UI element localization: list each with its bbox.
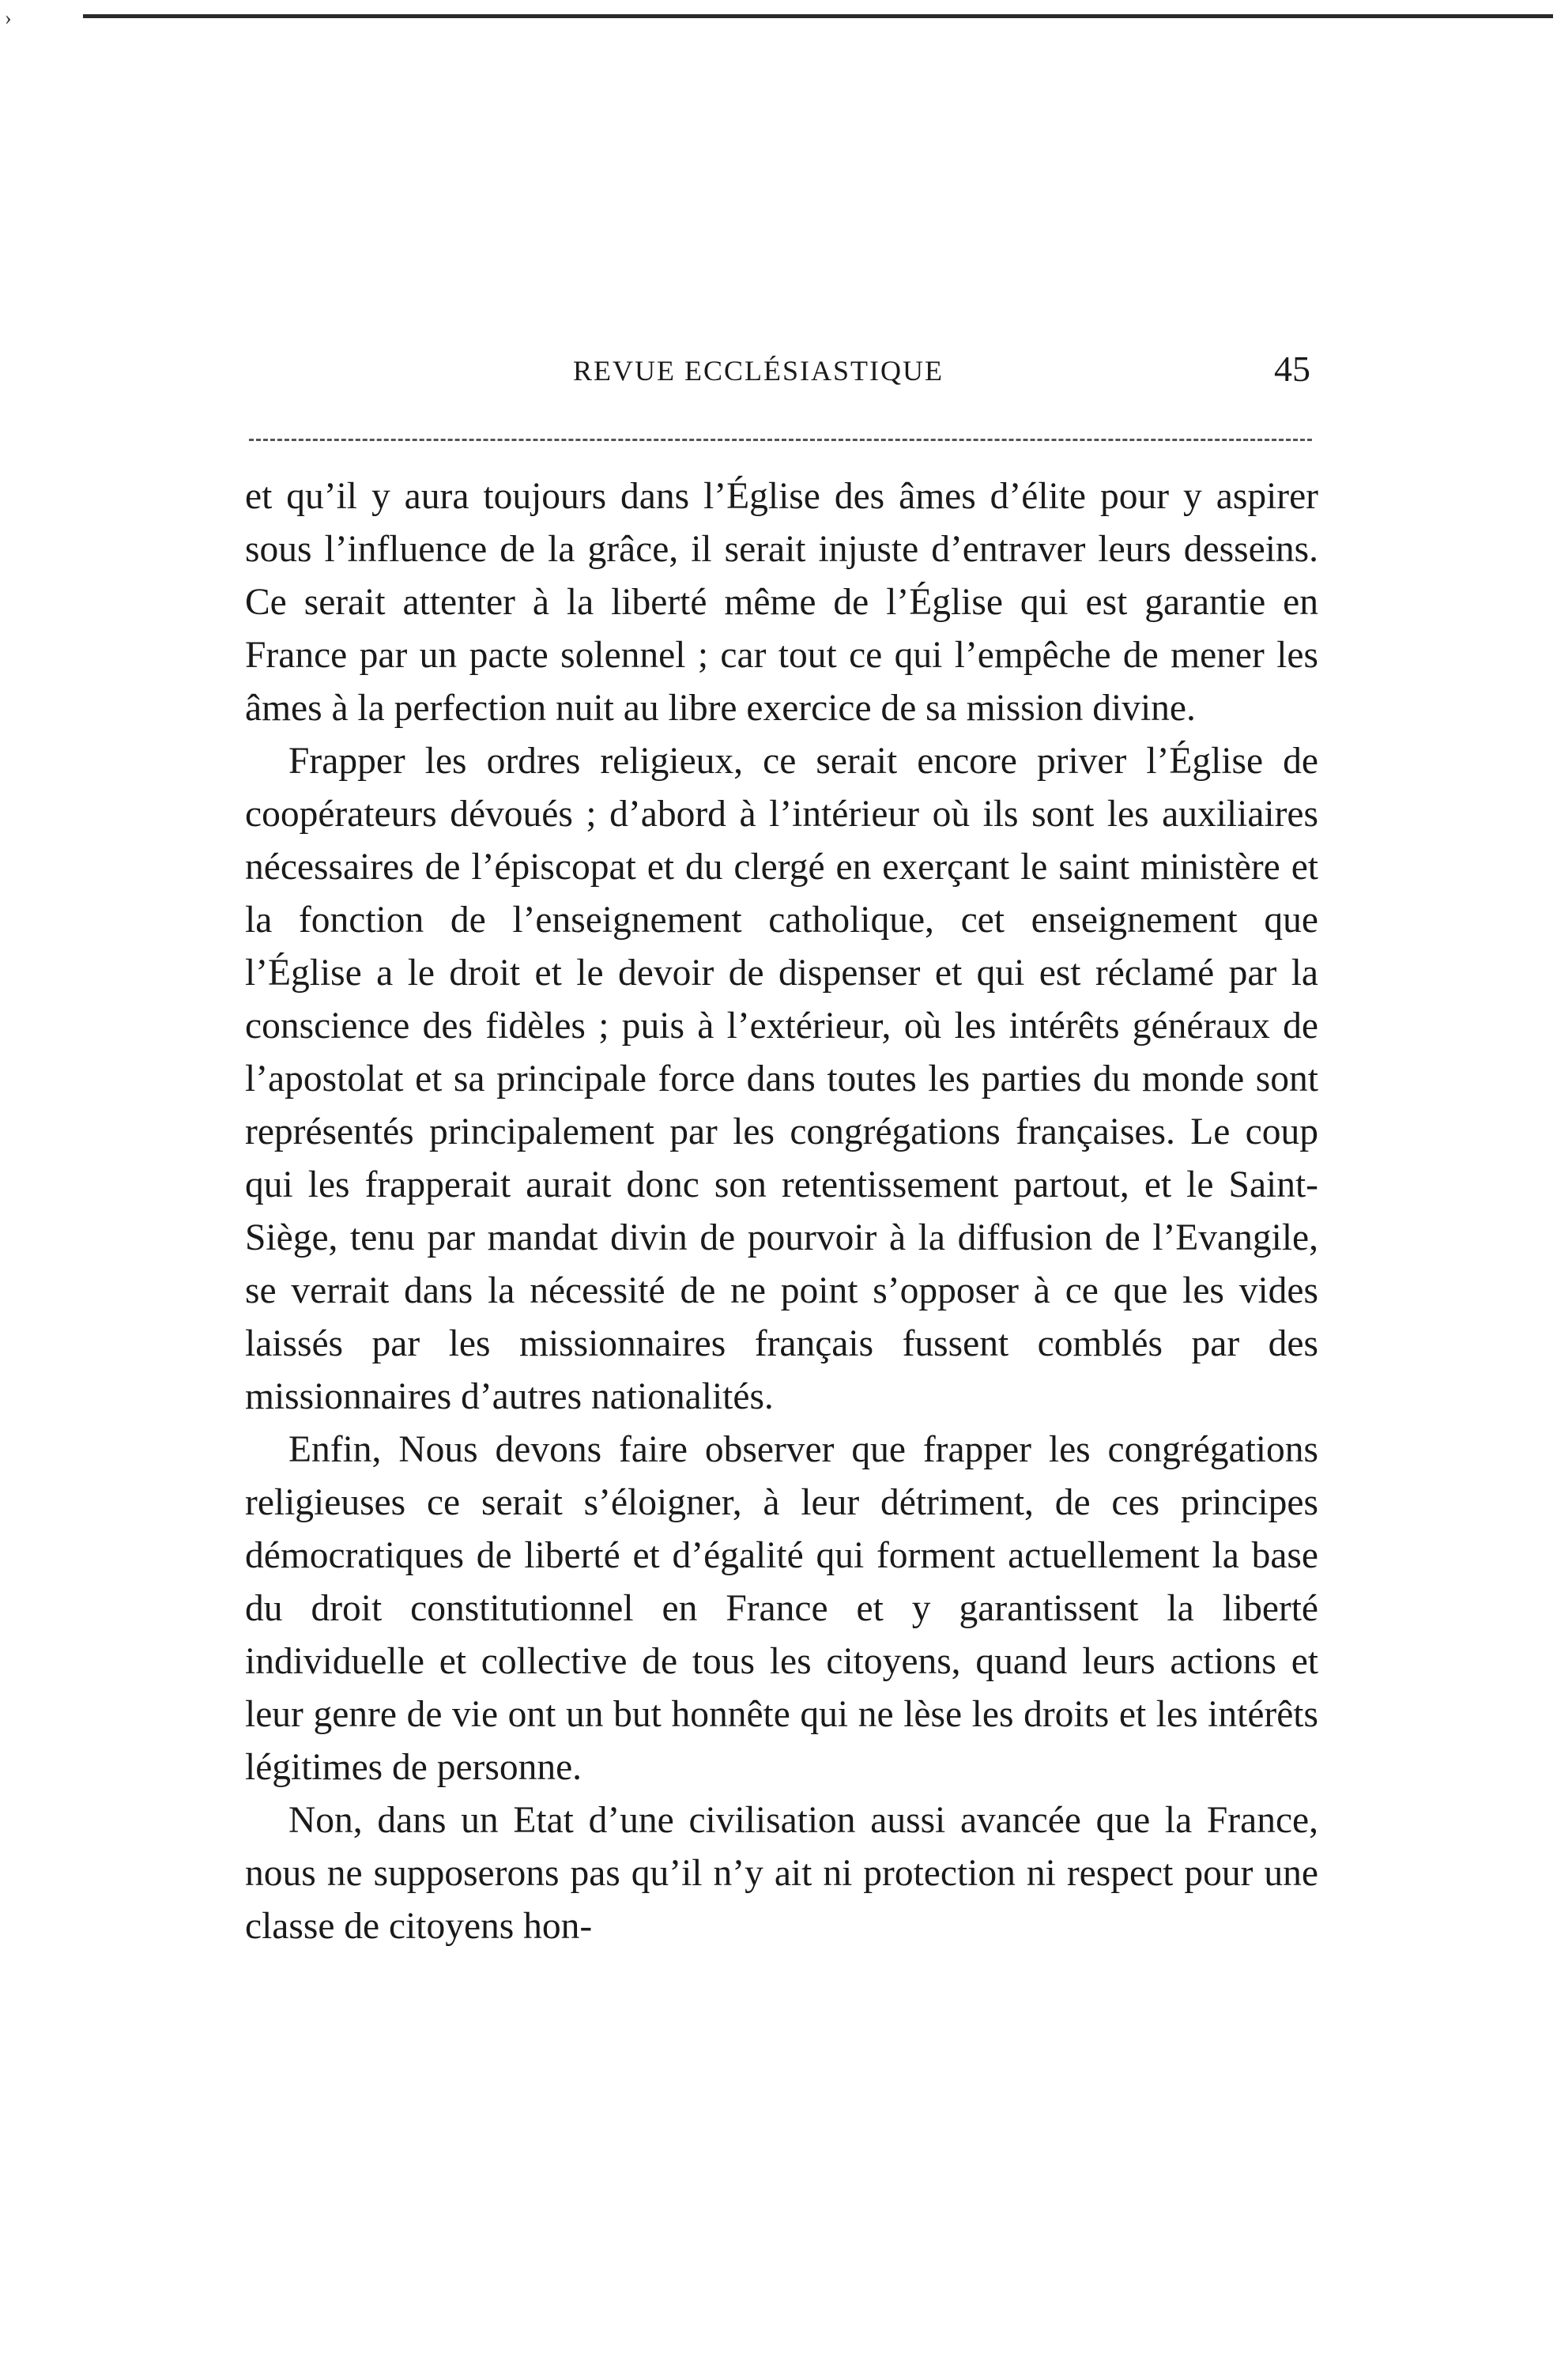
paragraph-4: Non, dans un Etat d’une civilisation aussi avancée que la France, nous ne supposerons pas qu’il n’y ait ni protection ni respect pour une classe de citoyens hon-	[245, 1800, 1318, 1947]
body-text	[245, 470, 1318, 1953]
page-number: 45	[1274, 349, 1310, 389]
running-title: REVUE ECCLÉSIASTIQUE	[573, 355, 944, 387]
header-rule	[249, 439, 1312, 441]
paragraph-2: Frapper les ordres religieux, ce serait encore priver l’Église de coopérateurs dévoués ; d’abord à l’intérieur où ils sont les auxiliaires nécessaires de l’épiscopat et du clergé en exerçant le saint ministère et la fonction de l’enseignement catholique, cet enseignement que l’Église a le droit et le devoir de dispenser et qui est réclamé par la conscience des fidèles ; puis à l’extérieur, où les intérêts généraux de l’apostolat et sa principale force dans toutes les parties du monde sont représentés principalement par les congrégations françaises. Le coup qui les frapperait aurait donc son retentissement partout, et le Saint-Siège, tenu par mandat divin de pourvoir à la diffusion de l’Evangile, se verrait dans la nécessité de ne point s’opposer à ce que les vides laissés par les missionnaires français fussent comblés par des missionnaires d’autres nationalités.	[245, 741, 1318, 1417]
paragraph-3: Enfin, Nous devons faire observer que frapper les congrégations religieuses ce serait s’éloigner, à leur détriment, de ces principes démocratiques de liberté et d’égalité qui forment actuellement la base du droit constitutionnel en France et y garantissent la liberté individuelle et collective de tous les citoyens, quand leurs actions et leur genre de vie ont un but honnête qui ne lèse les droits et les intérêts légitimes de personne.	[245, 1429, 1318, 1788]
paragraph-1: et qu’il y aura toujours dans l’Église des âmes d’élite pour y aspirer sous l’influence de la grâce, il serait injuste d’entraver leurs desseins. Ce serait attenter à la liberté même de l’Église qui est garantie en France par un pacte solennel ; car tout ce qui l’empêche de mener les âmes à la perfection nuit au libre exercice de sa mission divine.	[245, 476, 1318, 729]
top-border-rule	[83, 14, 1553, 18]
corner-mark: ›	[5, 6, 12, 29]
page-header	[249, 348, 1312, 403]
